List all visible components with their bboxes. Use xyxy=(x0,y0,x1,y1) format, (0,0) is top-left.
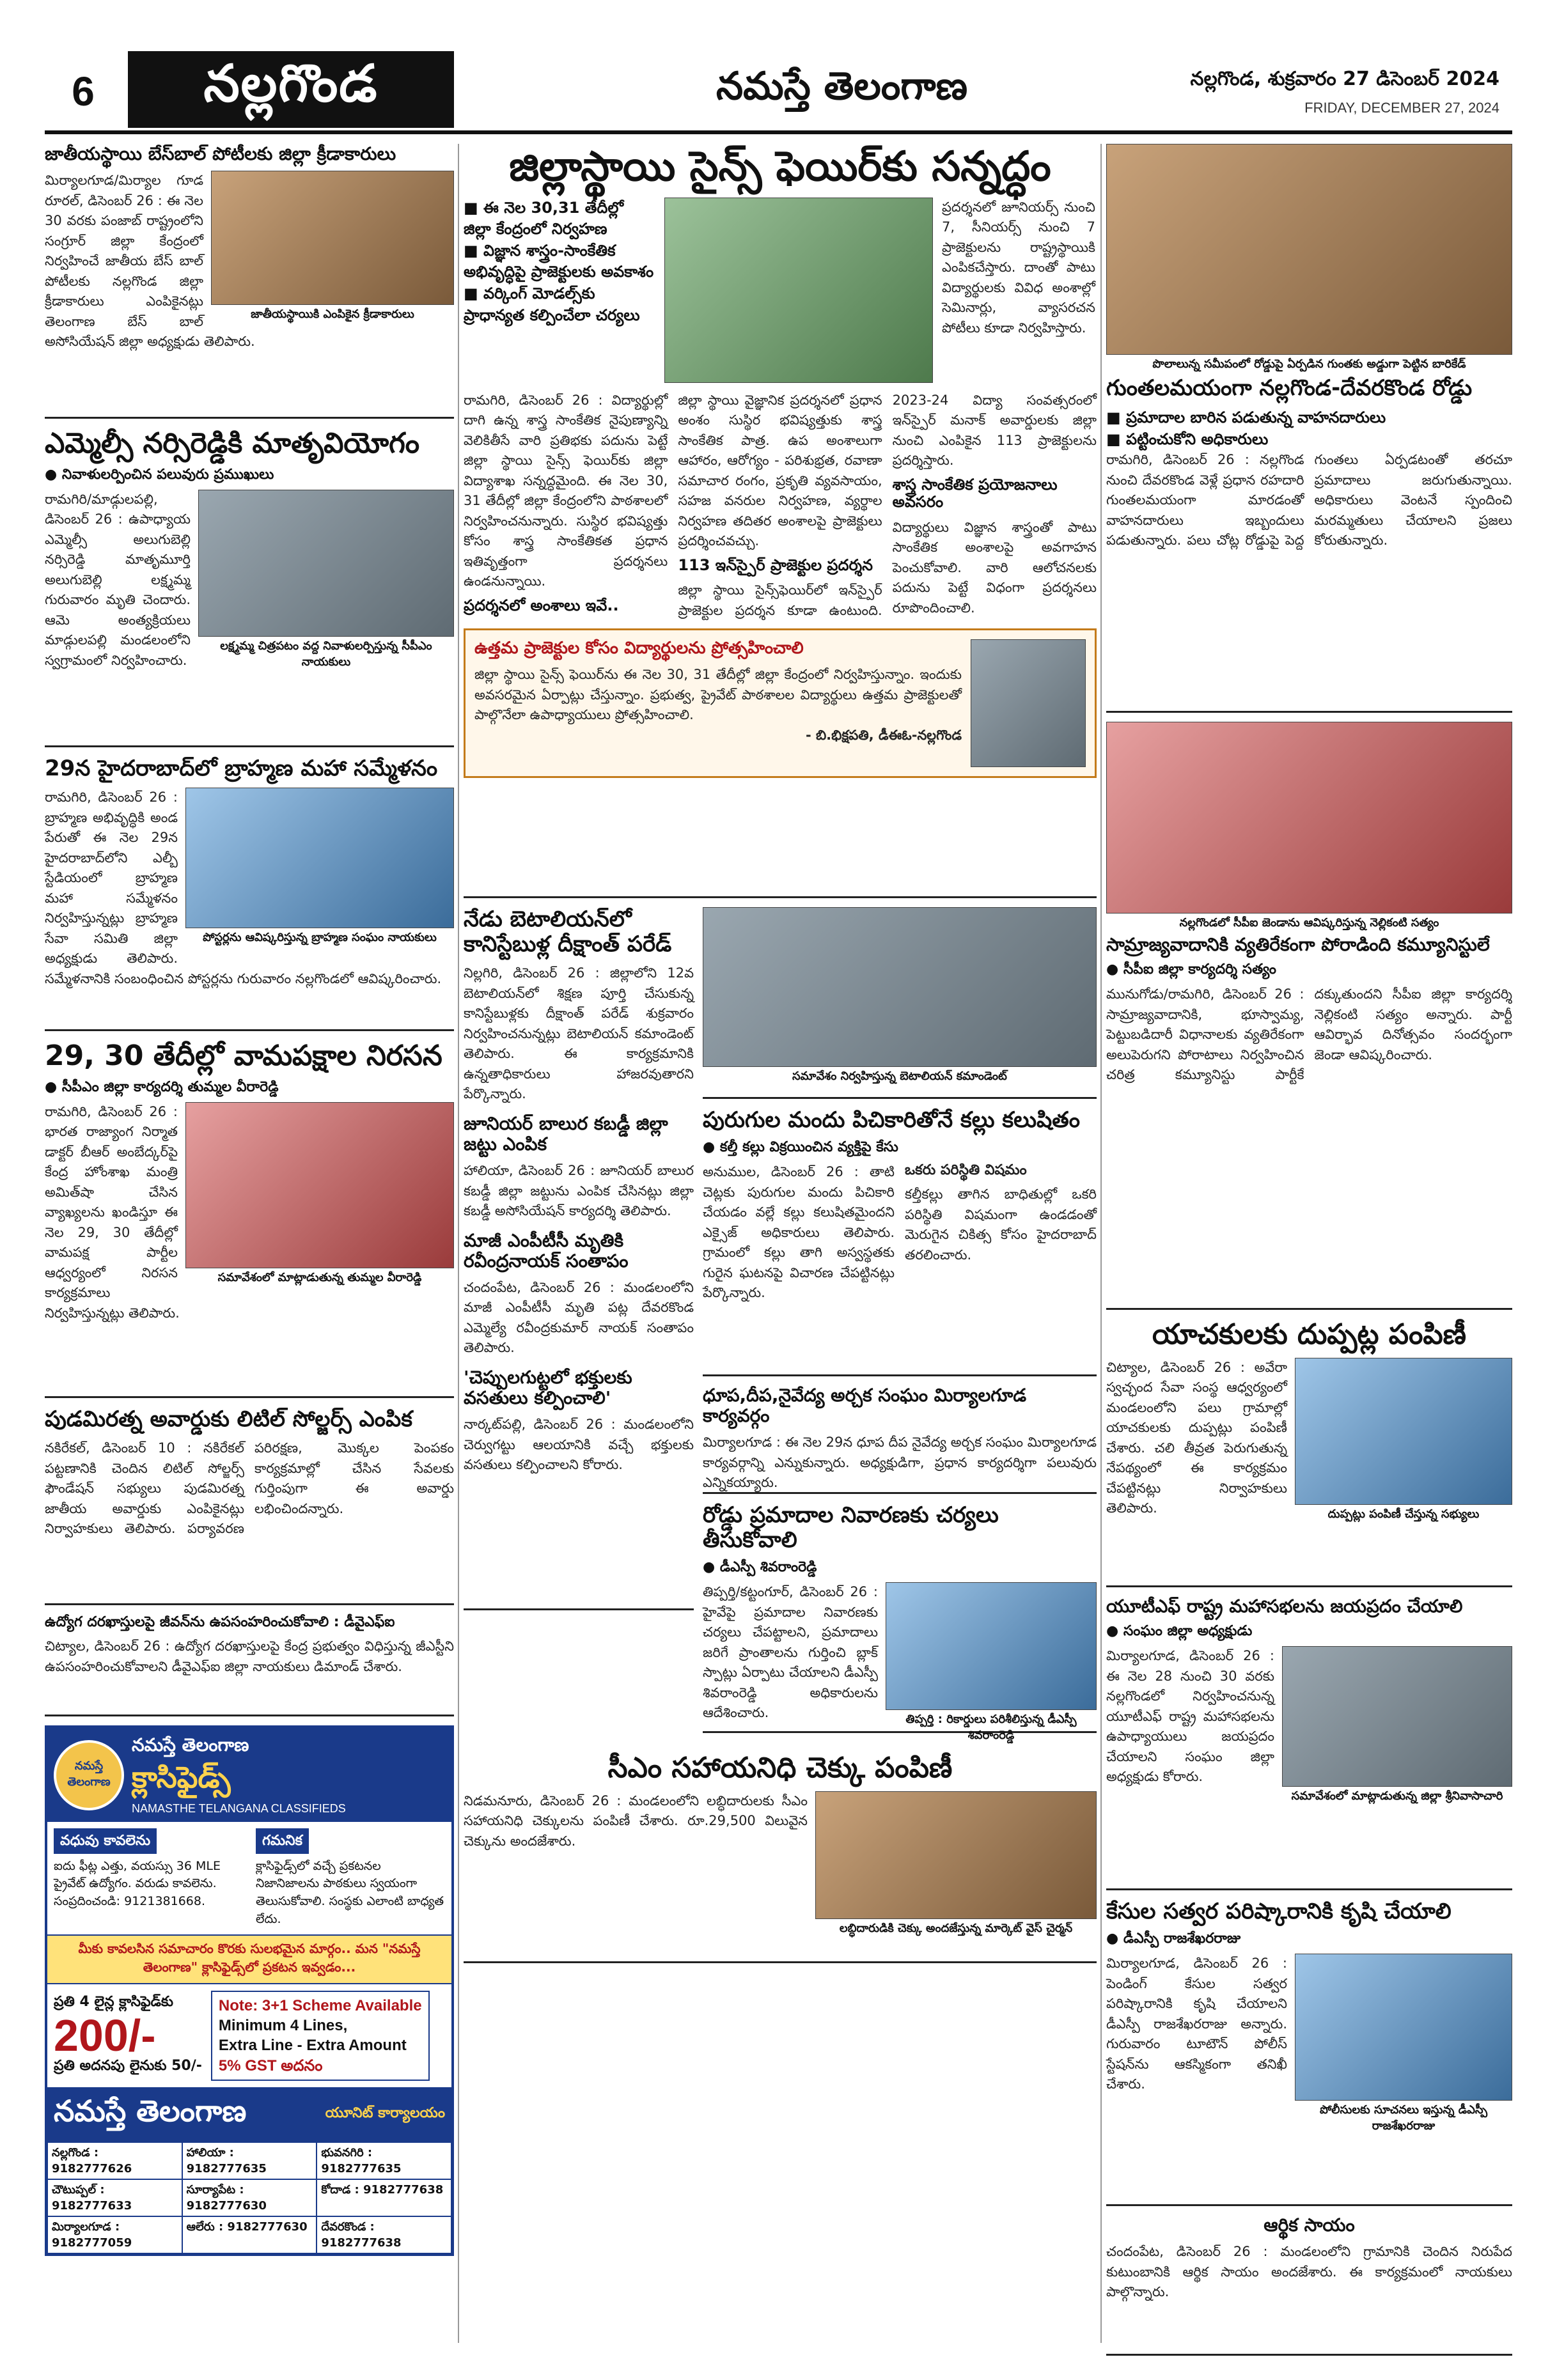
photo-block xyxy=(185,788,454,949)
photo-block xyxy=(886,1582,1097,1747)
column-divider xyxy=(458,144,459,2343)
story-headline: ధూప,దీప,నైవేద్య అర్చక సంఘం మిర్యాలగూడ కార్యవర్గం xyxy=(703,1385,1027,1427)
cheque-photo xyxy=(815,1791,1097,1919)
ad-cell-bride xyxy=(47,1822,249,1934)
ad-price-block xyxy=(47,1984,451,2087)
story-bullet: ■ పట్టించుకోని అధికారులు xyxy=(1106,429,1512,451)
story-byline: ● సంఘం జిల్లా అధ్యక్షుడు xyxy=(1106,1623,1512,1642)
ad-price-extra: ప్రతి అదనపు లైనుకు 50/- xyxy=(54,2058,202,2074)
story-subhead: ఒకరు పరిస్థితి విషమం xyxy=(905,1162,1027,1179)
photo-caption: పొలాలున్న సమీపంలో రోడ్డుపై ఏర్పడిన గుంతకు అడ్డుగా పెట్టిన బారికేడ్ xyxy=(1152,357,1466,371)
ad-header xyxy=(47,1728,451,1822)
lead-body: జిల్లా స్థాయి సైన్స్‌ఫెయిర్‌లో ఇన్‌స్పైర్ ప్రాజెక్టుల ప్రదర్శన కూడా ఉంటుంది. 2023-24 విద్యా సంవత్సరంలో ఇన్‌స్పైర్ మనాక్ అవార్డులకు జిల్లా నుంచి ఎంపికైన 113 ప్రాజెక్టులను ప్రదర్శిస్తారు. xyxy=(678,392,1097,618)
classifieds-ad xyxy=(45,1725,454,2256)
meeting-photo xyxy=(185,1102,454,1268)
story-headline: సీఎం సహాయనిధి చెక్కు పంపిణీ xyxy=(607,1752,953,1785)
ad-note-lines: Minimum 4 Lines, xyxy=(218,2017,348,2035)
ad-cell-title: గమనిక xyxy=(256,1828,309,1854)
story-body: తిప్పర్తి/కట్టంగూర్, డిసెంబర్ 26 : హైవేపై ప్రమాదాల నివారణకు చర్యలు చేపట్టాలని, ప్రమాదాలు జరిగే ప్రాంతాలను గుర్తించి బ్లాక్ స్పాట్లు ఏర్పాటు చేయాలని డీఎస్పీ శివరాంరెడ్డి అధికారులను ఆదేశించారు. xyxy=(703,1584,878,1721)
lead-body: ప్రదర్శనలో జూనియర్స్ నుంచి 7, సీనియర్స్ నుంచి 7 ప్రాజెక్టులను రాష్ట్రస్థాయికి ఎంపికచేస్తారు. దాంతో పాటు విద్యార్థులకు వివిధ అంశాల్లో సెమినార్లు, వ్యాసరచన పోటీలు కూడా నిర్వహిస్తారు. xyxy=(942,199,1095,336)
lead-story-science-fair xyxy=(464,144,1097,898)
page-number: 6 xyxy=(72,68,95,114)
dateline-english: FRIDAY, DECEMBER 27, 2024 xyxy=(1304,100,1499,116)
lead-text-columns xyxy=(464,391,1097,621)
ad-note xyxy=(211,1991,430,2081)
quote-title: ఉత్తమ ప్రాజెక్టుల కోసం విద్యార్థులను ప్రోత్సహించాలి xyxy=(474,639,804,658)
column-divider xyxy=(1100,144,1102,2343)
ad-phone: సూర్యాపేట : 9182777630 xyxy=(182,2179,317,2216)
ad-office-name: నమస్తే తెలంగాణ xyxy=(54,2093,247,2128)
story-cases xyxy=(1106,1899,1512,2206)
photo-caption: సమావేశంలో మాట్లాడుతున్న తుమ్మల వీరారెడ్డి xyxy=(217,1270,422,1284)
photo-block xyxy=(1282,1646,1512,1808)
story-body xyxy=(703,1162,1097,1303)
story-body-text: కల్తీకల్లు తాగిన బాధితుల్లో ఒకరి పరిస్థితి విషమంగా ఉండడంతో మెరుగైన చికిత్స కోసం హైదరాబాద్ తరలించారు. xyxy=(905,1186,1097,1263)
photo-caption: పోస్టర్లను ఆవిష్కరిస్తున్న బ్రాహ్మణ సంఘం నాయకులు xyxy=(203,931,437,945)
story-road-potholes xyxy=(1106,144,1512,713)
lead-bullet: ■ ఈ నెల 30,31 తేదీల్లో జిల్లా కేంద్రంలో నిర్వహణ xyxy=(464,198,655,240)
ad-cell-text: ఐదు ఫీట్ల ఎత్తు, వయస్సు 36 MLE ప్రైవేట్ ఉద్యోగం. వరుడు కావలెను. సంప్రదించండి: 9121381668. xyxy=(54,1858,221,1908)
ad-phone: నల్లగొండ : 9182777626 xyxy=(47,2142,182,2179)
story-brahmin-sammelan xyxy=(45,756,454,1031)
photo-block xyxy=(185,1102,454,1289)
quote-sign: - బి.భిక్షపతి, డీఈఓ-నల్లగొండ xyxy=(805,727,962,743)
story-headline: యూటీఎఫ్ రాష్ట్ర మహాసభలను జయప్రదం చేయాలి xyxy=(1106,1596,1463,1617)
ad-logo: నమస్తే తెలంగాణ xyxy=(54,1740,124,1810)
photo-caption: పోలీసులకు సూచనలు ఇస్తున్న డీఎస్పీ రాజశేఖరరాజు xyxy=(1319,2103,1488,2133)
middle-column xyxy=(464,144,1097,1972)
ad-office xyxy=(47,2087,451,2142)
police-photo xyxy=(1295,1954,1512,2101)
story-body: రామగిరి, డిసెంబర్ 26 : భారత రాజ్యాంగ నిర్మాత డాక్టర్ బీఆర్ అంబేద్కర్‌పై కేంద్ర హోంశాఖ మంత్రి అమిత్‌షా చేసిన వ్యాఖ్యలను ఖండిస్తూ ఈ నెల 29, 30 తేదీల్లో వామపక్ష పార్టీల ఆధ్వర్యంలో నిరసన కార్యక్రమాలు నిర్వహిస్తున్నట్లు తెలిపారు. xyxy=(45,1103,180,1321)
dateline-telugu: నల్లగొండ, శుక్రవారం 27 డిసెంబర్ 2024 xyxy=(1190,68,1499,90)
photo-block xyxy=(211,171,454,326)
story-financial-aid xyxy=(1106,2215,1512,2356)
story-byline: ● డీఎస్పీ శివరాంరెడ్డి xyxy=(703,1559,1097,1578)
ad-phone: దేవరకొండ : 9182777638 xyxy=(317,2216,451,2253)
photo-caption: నల్లగొండలో సీపీఐ జెండాను ఆవిష్కరిస్తున్న నెల్లికంటి సత్యం xyxy=(1179,916,1439,929)
ad-note-title: Note: 3+1 Scheme Available xyxy=(218,1997,422,2015)
dsp-photo xyxy=(886,1582,1097,1710)
photo-caption: లబ్ధిదారుడికి చెక్కు అందజేస్తున్న మార్కెట్ వైస్ చైర్మన్ xyxy=(839,1921,1073,1935)
story-body: నిల్లగిరి, డిసెంబర్ 26 : జిల్లాలోని 12వ బెటాలియన్‌లో శిక్షణ పూర్తి చేసుకున్న కానిస్టేబుళ్లకు దీక్షాంత్ పరేడ్ శుక్రవారం నిర్వహించనున్నట్లు బెటాలియన్ కమాండెంట్ తెలిపారు. ఈ కార్యక్రమానికి ఉన్నతాధికారులు హాజరవుతారని పేర్కొన్నారు. xyxy=(464,965,694,1102)
ad-cell-title: వధువు కావలెను xyxy=(54,1828,157,1854)
lead-subhead: ప్రదర్శనలో అంశాలు ఇవే.. xyxy=(464,596,619,614)
lead-subhead: 113 ఇన్‌స్పైర్ ప్రాజెక్టుల ప్రదర్శన xyxy=(678,556,873,574)
science-model-photo xyxy=(664,198,933,383)
lead-bullet: ■ వర్కింగ్ మోడల్స్‌కు ప్రాధాన్యత కల్పించేలా చర్యలు xyxy=(464,283,655,326)
story-body: నార్కట్‌పల్లి, డిసెంబర్ 26 : మండలంలోని చెర్వుగట్టు ఆలయానికి వచ్చే భక్తులకు వసతులు కల్పించాలని కోరారు. xyxy=(464,1417,694,1473)
story-body: మిర్యాలగూడ, డిసెంబర్ 26 : పెండింగ్ కేసుల సత్వర పరిష్కారానికి కృషి చేయాలని డీఎస్పీ రాజశేఖరరాజు అన్నారు. గురువారం టూటౌన్ పోలీస్ స్టేషన్‌ను ఆకస్మికంగా తనిఖీ చేశారు. xyxy=(1106,1956,1287,2092)
story-byline: ● డీఎస్పీ రాజశేఖరరాజు xyxy=(1106,1931,1512,1950)
story-dyfi xyxy=(45,1614,454,1716)
story-body: నకిరేకల్, డిసెంబర్ 10 : నకిరేకల్ పట్టణానికి చెందిన లిటిల్ సోల్జర్స్ ఫౌండేషన్ సభ్యులు పుడమిరత్న జాతీయ అవార్డుకు ఎంపికైనట్లు నిర్వాహకులు తెలిపారు. పర్యావరణ పరిరక్షణ, మొక్కల పెంపకం కార్యక్రమాల్లో చేసిన సేవలకు గుర్తింపుగా ఈ అవార్డు లభించిందన్నారు. xyxy=(45,1440,454,1537)
story-baseball xyxy=(45,144,454,419)
photo-caption: సమావేశం నిర్వహిస్తున్న బెటాలియన్ కమాండెంట్ xyxy=(792,1069,1007,1083)
battalion-photo-block xyxy=(703,907,1097,1099)
photo-block xyxy=(1295,1358,1512,1526)
battalion-photo xyxy=(703,907,1097,1067)
story-body: రామగిరి, డిసెంబర్ 26 : బ్రాహ్మణ అభివృద్ధికి అండ పేరుతో ఈ నెల 29న హైదరాబాద్‌లోని ఎల్బీ స్టేడియంలో బ్రాహ్మణ మహా సమ్మేళనం నిర్వహిస్తున్నట్లు బ్రాహ్మణ సేవా సమితి జిల్లా అధ్యక్షుడు తెలిపారు. సమ్మేళనానికి సంబంధించిన పోస్టర్లను గురువారం నల్లగొండలో ఆవిష్కరించారు. xyxy=(45,789,442,986)
masthead xyxy=(45,45,1512,134)
ad-phones xyxy=(47,2142,451,2253)
lead-body: విద్యార్థులు విజ్ఞాన శాస్త్రంతో పాటు సాంకేతిక అంశాలపై అవగాహన పెంచుకోవాలి. వారి ఆలోచనలకు పదును పెట్టే విధంగా ప్రదర్శనలు రూపొందించాలి. xyxy=(892,519,1097,616)
story-archaka xyxy=(703,1385,1097,1494)
ad-price: 200/- xyxy=(54,2011,156,2061)
photo-caption: లక్ష్మమ్మ చిత్రపటం వద్ద నివాళులర్పిస్తున్న సీపీఎం నాయకులు xyxy=(220,639,432,669)
story-body-text: అనుముల, డిసెంబర్ 26 : తాటి చెట్లకు పురుగుల మందు పిచికారి చేయడం వల్లే కల్లు కలుషితమైందని ఎక్సైజ్ అధికారులు తెలిపారు. గ్రామంలో కల్లు తాగి అస్వస్థతకు గురైన ఘటనపై విచారణ చేపట్టినట్లు పేర్కొన్నారు. xyxy=(703,1164,895,1301)
story-headline: పురుగుల మందు పిచికారితోనే కల్లు కలుషితం xyxy=(703,1107,1080,1133)
story-body: రామగిరి/మాడ్గులపల్లి, డిసెంబర్ 26 : ఉపాధ్యాయ ఎమ్మెల్సీ అలుగుబెల్లి నర్సిరెడ్డి మాతృమూర్తి అలుగుబెల్లి లక్ష్మమ్మ గురువారం మృతి చెందారు. ఆమె అంత్యక్రియలు మాడ్గులపల్లి మండలంలోని స్వగ్రామంలో నిర్వహించారు. xyxy=(45,491,191,668)
district-title: నల్లగొండ xyxy=(128,51,454,128)
story-cmrf xyxy=(464,1752,1097,1963)
story-subhead: జూనియర్ బాలుర కబడ్డీ జిల్లా జట్టు ఎంపిక xyxy=(464,1112,668,1155)
story-bullet: ■ ప్రమాదాల బారిన పడుతున్న వాహనదారులు xyxy=(1106,407,1512,429)
photo-block xyxy=(198,490,454,674)
story-headline: ఉద్యోగ దరఖాస్తులపై జీవన్‌ను ఉపసంహరించుకోవాలి : డీవైఎఫ్ఐ xyxy=(45,1614,395,1630)
story-battalion xyxy=(464,907,694,1610)
lead-subhead: శాస్త్ర సాంకేతిక ప్రయోజనాలు అవసరం xyxy=(892,475,1058,511)
ad-phone: కోదాడ : 9182777638 xyxy=(317,2179,451,2216)
story-body: నిడమనూరు, డిసెంబర్ 26 : మండలంలోని లబ్ధిదారులకు సీఎం సహాయనిధి చెక్కులను పంపిణీ చేశారు. రూ.29,500 విలువైన చెక్కును అందజేశారు. xyxy=(464,1793,808,1849)
cpi-flag-photo xyxy=(1106,722,1512,914)
ad-cell-notice xyxy=(249,1822,451,1934)
story-body: చందంపేట, డిసెంబర్ 26 : మండలంలోని గ్రామానికి చెందిన నిరుపేద కుటుంబానికి ఆర్థిక సాయం అందజేశారు. ఈ కార్యక్రమంలో నాయకులు పాల్గొన్నారు. xyxy=(1106,2244,1512,2300)
story-byline: ● కల్తీ కల్లు విక్రయించిన వ్యక్తిపై కేసు xyxy=(703,1139,1097,1158)
story-headline: పుడమిరత్న అవార్డుకు లిటిల్ సోల్జర్స్ ఎంపిక xyxy=(45,1406,412,1432)
story-body: చిట్యాల, డిసెంబర్ 26 : అవేరా స్వచ్ఛంద సేవా సంస్థ ఆధ్వర్యంలో మండలంలోని పలు గ్రామాల్లో యాచకులకు దుప్పట్లు పంపిణీ చేశారు. చలి తీవ్రత పెరుగుతున్న నేపథ్యంలో ఈ కార్యక్రమం చేపట్టినట్లు నిర్వాహకులు తెలిపారు. xyxy=(1106,1359,1287,1516)
story-body: చిట్యాల, డిసెంబర్ 26 : ఉద్యోగ దరఖాస్తులపై కేంద్ర ప్రభుత్వం విధిస్తున్న జీఎస్టీని ఉపసంహరించుకోవాలని డీవైఎఫ్ఐ జిల్లా నాయకులు డిమాండ్ చేశారు. xyxy=(45,1638,454,1674)
lead-bullet: ■ విజ్ఞాన శాస్త్రం-సాంకేతిక అభివృద్ధిపై ప్రాజెక్టులకు అవకాశం xyxy=(464,240,655,283)
story-subhead: మాజీ ఎంపీటీసీ మృతికి రవీంద్రనాయక్ సంతాపం xyxy=(464,1229,629,1272)
ad-office-sub: యూనిట్ కార్యాలయం xyxy=(325,2104,445,2121)
deo-portrait xyxy=(971,639,1086,767)
photo-caption: సమావేశంలో మాట్లాడుతున్న జిల్లా శ్రీనివాసాచారి xyxy=(1291,1789,1503,1803)
story-headline: 29న హైదరాబాద్‌లో బ్రాహ్మణ మహా సమ్మేళనం xyxy=(45,756,438,781)
lead-headline: జిల్లాస్థాయి సైన్స్ ఫెయిర్‌కు సన్నద్ధం xyxy=(509,143,1051,191)
ad-phone: చౌటుప్పల్ : 9182777633 xyxy=(47,2179,182,2216)
ad-strip: మీకు కావలసిన సమాచారం కొరకు సులభమైన మార్గం.. మన "నమస్తే తెలంగాణ" క్లాసిఫైడ్స్‌లో ప్రకటన ఇవ్వడం... xyxy=(47,1934,451,1984)
story-body: చందంపేట, డిసెంబర్ 26 : మండలంలోని మాజీ ఎంపీటీసీ మృతి పట్ల దేవరకొండ ఎమ్మెల్యే రవీంద్రకుమార్ నాయక్ సంతాపం తెలిపారు. xyxy=(464,1279,694,1356)
blanket-photo xyxy=(1295,1358,1512,1505)
right-column xyxy=(1106,144,1512,2365)
story-body: మిర్యాలగూడ, డిసెంబర్ 26 : ఈ నెల 28 నుంచి 30 వరకు నల్లగొండలో నిర్వహించనున్న యూటీఎఫ్ రాష్ట్ర మహాసభలను ఉపాధ్యాయులు జయప్రదం చేయాలని సంఘం జిల్లా అధ్యక్షుడు కోరారు. xyxy=(1106,1648,1274,1785)
story-cpi xyxy=(1106,722,1512,1310)
story-award xyxy=(45,1407,454,1605)
utf-photo xyxy=(1282,1646,1512,1787)
ad-note-gst: 5% GST అదనం xyxy=(218,2057,323,2074)
ad-phone: హాలియా : 9182777635 xyxy=(182,2142,317,2179)
story-subhead: 'చెప్పులగుట్టలో భక్తులకు వసతులు కల్పించాలి' xyxy=(464,1366,632,1409)
deo-quote-box xyxy=(464,628,1097,778)
story-byline: ● సీపీఐ జిల్లా కార్యదర్శి సత్యం xyxy=(1106,961,1512,981)
photo-caption: తిప్పర్తి : రికార్డులు పరిశీలిస్తున్న డీఎస్పీ శివరాంరెడ్డి xyxy=(905,1713,1077,1743)
ad-price-line: ప్రతి 4 లైన్ల క్లాసిఫైడ్‌కు xyxy=(54,1994,174,2011)
lead-body: జిల్లా స్థాయి వైజ్ఞానిక ప్రదర్శనలో ప్రధాన అంశం సుస్థిర భవిష్యత్తుకు శాస్త్ర సాంకేతిక పాత్ర. ఉప అంశాలుగా ఆహారం, ఆరోగ్యం - పరిశుభ్రత, రవాణా సమాచార రంగం, ప్రకృతి వ్యవసాయం, సహజ వనరుల నిర్వహణ, వ్యర్థాల నిర్వహణ తదితర అంశాలపై ప్రాజెక్టులు ప్రదర్శించవచ్చు. xyxy=(678,392,882,549)
story-headline: నేడు బెటాలియన్‌లో కానిస్టేబుళ్ల దీక్షాంత్ పరేడ్ xyxy=(464,906,672,958)
poster-photo xyxy=(185,788,454,928)
ad-notices xyxy=(47,1822,451,1934)
paper-name: నమస్తే తెలంగాణ xyxy=(716,64,968,109)
story-headline: ఎమ్మెల్సీ నర్సిరెడ్డికి మాతృవియోగం xyxy=(45,427,420,460)
story-body: మునుగోడు/రామగిరి, డిసెంబర్ 26 : సామ్రాజ్యవాదానికి, భూస్వామ్య, పెట్టుబడిదారీ విధానాలకు వ్యతిరేకంగా అలుపెరుగని పోరాటాలు నిర్వహించిన చరిత్ర కమ్యూనిస్టు పార్టీకే దక్కుతుందని సీపీఐ జిల్లా కార్యదర్శి నెల్లికంటి సత్యం అన్నారు. పార్టీ ఆవిర్భావ దినోత్సవం సందర్భంగా జెండా ఆవిష్కరించారు. xyxy=(1106,986,1512,1083)
story-blankets xyxy=(1106,1319,1512,1587)
players-photo xyxy=(211,171,454,305)
left-column xyxy=(45,144,454,2256)
story-headline: జాతీయస్థాయి బేస్‌బాల్ పోటీలకు జిల్లా క్రీడాకారులు xyxy=(45,143,396,164)
ad-brand-en: NAMASTHE TELANGANA CLASSIFIEDS xyxy=(132,1802,346,1815)
ad-phone: మిర్యాలగూడ : 9182777059 xyxy=(47,2216,182,2253)
ad-phone: భువనగిరి : 9182777635 xyxy=(317,2142,451,2179)
story-headline: ఆర్థిక సాయం xyxy=(1264,2214,1355,2236)
ad-brand-top: నమస్తే తెలంగాణ xyxy=(132,1734,249,1755)
photo-caption: జాతీయస్థాయికి ఎంపికైన క్రీడాకారులు xyxy=(251,307,414,322)
story-headline: గుంతలమయంగా నల్లగొండ-దేవరకొండ రోడ్డు xyxy=(1106,375,1473,401)
story-byline: ● నివాళులర్పించిన పలువురు ప్రముఖులు xyxy=(45,467,454,486)
quote-body: జిల్లా స్థాయి సైన్స్ ఫెయిర్‌ను ఈ నెల 30, 31 తేదీల్లో జిల్లా కేంద్రంలో నిర్వహిస్తున్నాం. ఇందుకు అవసరమైన ఏర్పాట్లు చేస్తున్నాం. ప్రభుత్వ, ప్రైవేట్ పాఠశాలల విద్యార్థులు ఉత్తమ ప్రాజెక్టులతో పాల్గొనేలా ఉపాధ్యాయులు ప్రోత్సహించాలి. xyxy=(474,667,962,723)
photo-block xyxy=(815,1791,1097,1940)
story-left-protest xyxy=(45,1040,454,1398)
lead-body: రామగిరి, డిసెంబర్ 26 : విద్యార్థుల్లో దాగి ఉన్న శాస్త్ర సాంకేతిక నైపుణ్యాన్ని వెలికితీసే వారి ప్రతిభకు పదును పెట్టే జిల్లా స్థాయి సైన్స్ ఫెయిర్‌కు జిల్లా విద్యాశాఖ సన్నద్ధమైంది. ఈ నెల 30, 31 తేదీల్లో జిల్లా కేంద్రంలోని పాఠశాలలో నిర్వహించనున్నారు. సుస్థిర భవిష్యత్తు కోసం శాస్త్ర సాంకేతికత ప్రధాన ఇతివృత్తంగా ప్రదర్శనలు ఉండనున్నాయి. xyxy=(464,392,668,589)
story-toddy xyxy=(703,1108,1097,1376)
story-headline: సామ్రాజ్యవాదానికి వ్యతిరేకంగా పోరాడింది కమ్యూనిస్టులే xyxy=(1106,934,1490,955)
story-road-safety xyxy=(703,1502,1097,1743)
ad-phone: ఆలేరు : 9182777630 xyxy=(182,2216,317,2253)
story-headline: రోడ్డు ప్రమాదాల నివారణకు చర్యలు తీసుకోవాలి xyxy=(703,1502,999,1553)
story-utf xyxy=(1106,1596,1512,1890)
ad-brand-main: క్లాసిఫైడ్స్ xyxy=(132,1760,231,1794)
story-headline: కేసుల సత్వర పరిష్కారానికి కృషి చేయాలి xyxy=(1106,1899,1451,1924)
story-mlc-condolence xyxy=(45,428,454,747)
story-headline: యాచకులకు దుప్పట్ల పంపిణీ xyxy=(1152,1318,1467,1351)
story-body: రామగిరి, డిసెంబర్ 26 : నల్లగొండ నుంచి దేవరకొండ వెళ్లే ప్రధాన రహదారి గుంతలమయంగా మారడంతో వాహనదారులు ఇబ్బందులు పడుతున్నారు. పలు చోట్ల రోడ్డుపై పెద్ద గుంతలు ఏర్పడటంతో తరచూ ప్రమాదాలు జరుగుతున్నాయి. అధికారులు వెంటనే స్పందించి మరమ్మతులు చేయాలని ప్రజలు కోరుతున్నారు. xyxy=(1106,452,1512,548)
pothole-photo xyxy=(1106,144,1512,355)
story-body: మిర్యాలగూడ : ఈ నెల 29న ధూప దీప నైవేద్య అర్చక సంఘం మిర్యాలగూడ కార్యవర్గాన్ని ఎన్నుకున్నారు. అధ్యక్షుడిగా, ప్రధాన కార్యదర్శిగా పలువురు ఎన్నికయ్యారు. xyxy=(703,1435,1097,1491)
story-body: మిర్యాలగూడ/మిర్యాల గూడ రూరల్, డిసెంబర్ 26 : ఈ నెల 30 వరకు పంజాబ్ రాష్ట్రంలోని సంగ్రూర్ జిల్లా కేంద్రంలో నిర్వహించే జాతీయ బేస్ బాల్ పోటీలకు నల్లగొండ జిల్లా క్రీడాకారులు ఎంపికైనట్లు తెలంగాణ బేస్ బాల్ అసోసియేషన్ జిల్లా అధ్యక్షుడు తెలిపారు. xyxy=(45,173,255,350)
story-byline: ● సీపీఎం జిల్లా కార్యదర్శి తుమ్మల వీరారెడ్డి xyxy=(45,1079,454,1098)
photo-block xyxy=(1295,1954,1512,2138)
ad-cell-text: క్లాసిఫైడ్స్‌లో వచ్చే ప్రకటనల నిజానిజాలను పాఠకులు స్వయంగా తెలుసుకోవాలి. సంస్థకు ఎలాంటి బాధ్యత లేదు. xyxy=(256,1858,444,1926)
tribute-photo xyxy=(198,490,454,637)
ad-note-extra: Extra Line - Extra Amount xyxy=(218,2037,407,2055)
story-body: హాలియా, డిసెంబర్ 26 : జూనియర్ బాలుర కబడ్డీ జిల్లా జట్టును ఎంపిక చేసినట్లు జిల్లా కబడ్డీ అసోసియేషన్ కార్యదర్శి తెలిపారు. xyxy=(464,1163,694,1219)
story-headline: 29, 30 తేదీల్లో వామపక్షాల నిరసన xyxy=(45,1039,442,1072)
photo-caption: దుప్పట్లు పంపిణీ చేస్తున్న సభ్యులు xyxy=(1327,1507,1480,1521)
